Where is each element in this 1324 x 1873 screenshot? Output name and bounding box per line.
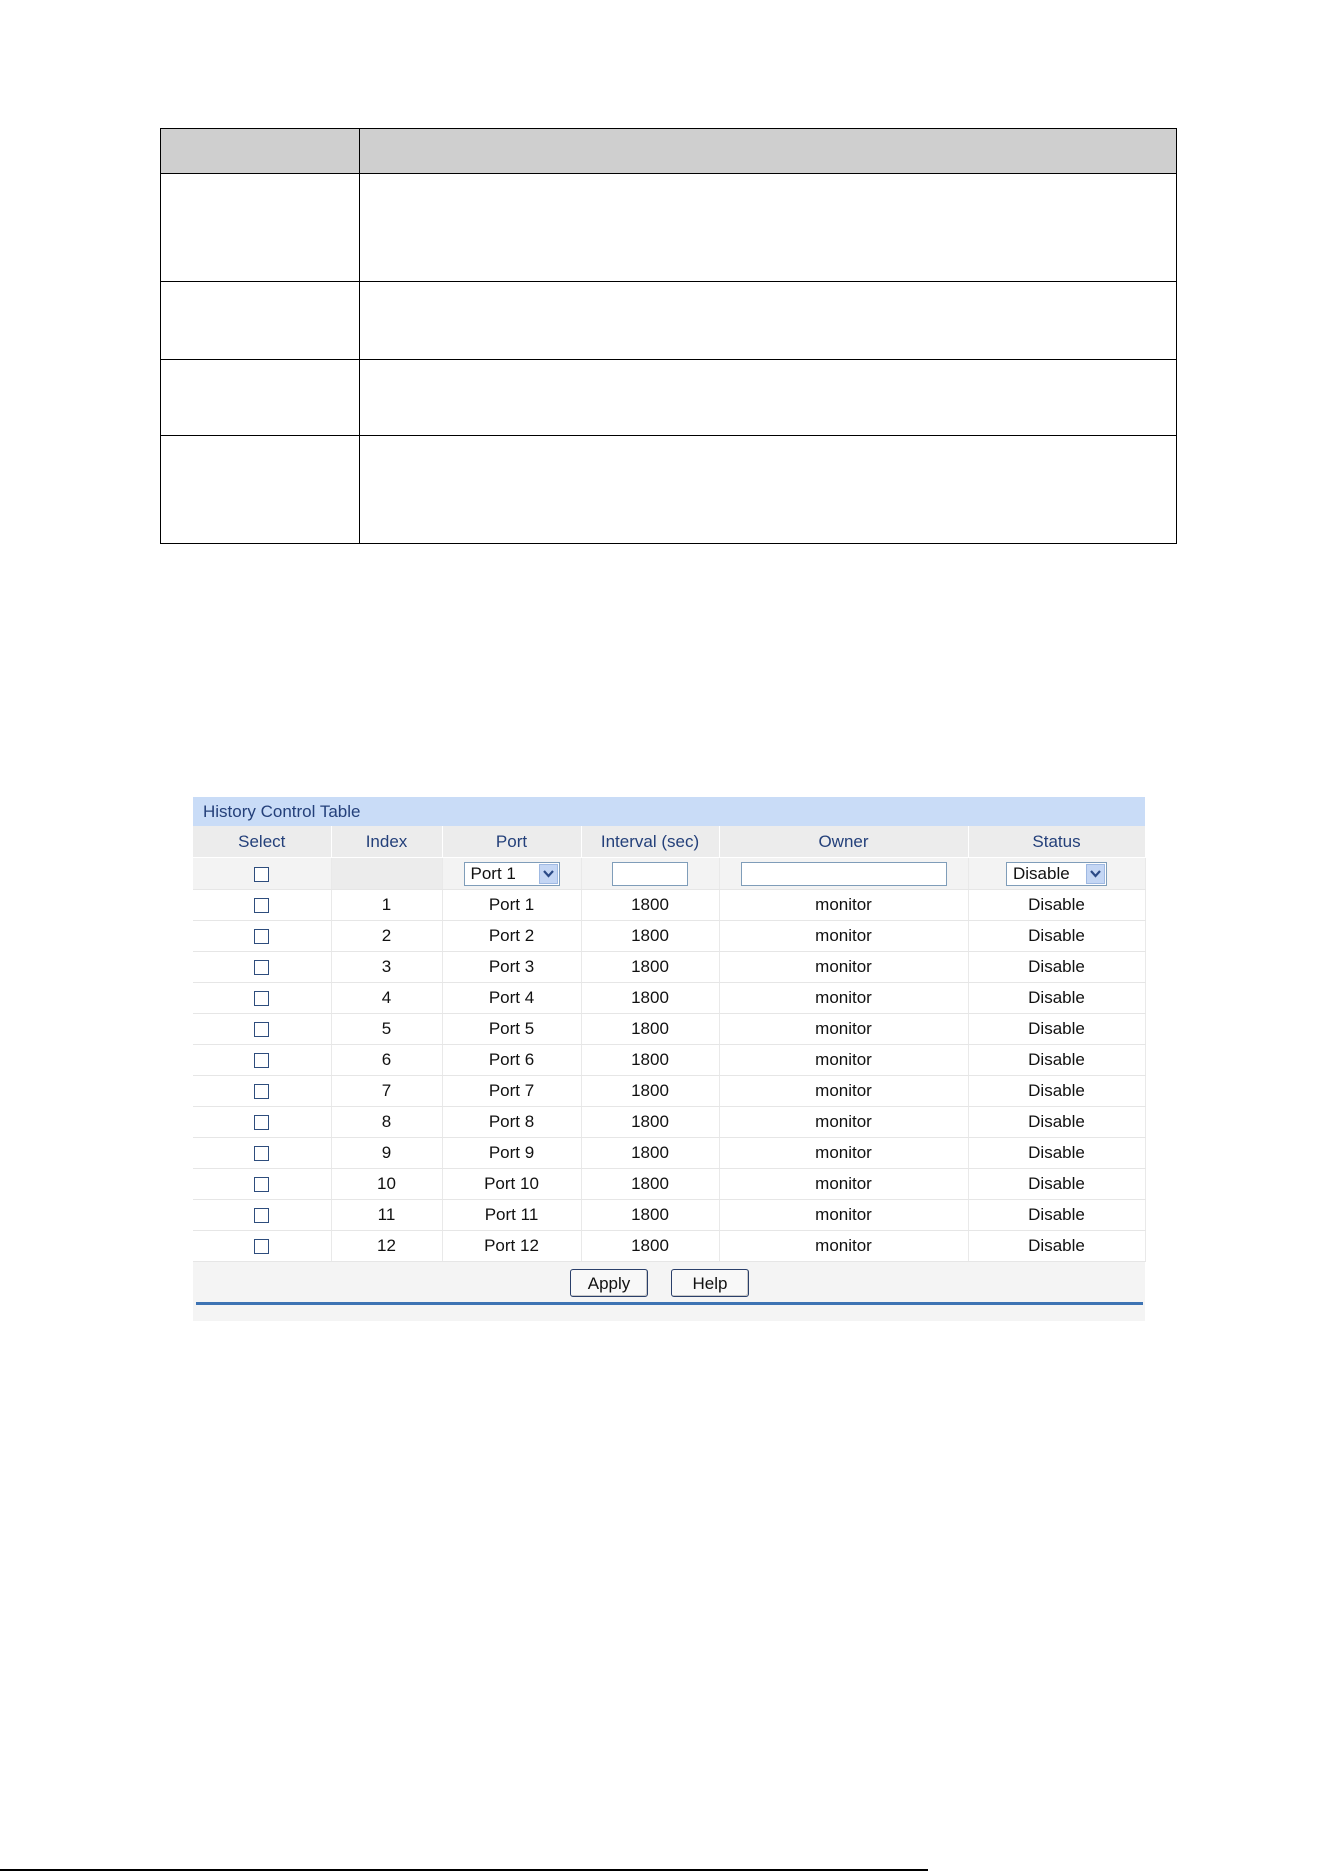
panel-title: History Control Table — [193, 797, 1145, 826]
row-owner: monitor — [719, 1014, 968, 1045]
row-select-checkbox[interactable] — [254, 1084, 269, 1099]
row-select-checkbox[interactable] — [254, 1115, 269, 1130]
row-status: Disable — [968, 983, 1145, 1014]
row-interval: 1800 — [581, 1231, 719, 1262]
help-button[interactable]: Help — [671, 1269, 749, 1297]
column-header-index: Index — [331, 826, 442, 858]
row-status: Disable — [968, 1200, 1145, 1231]
row-index: 4 — [331, 983, 442, 1014]
status-select[interactable] — [1006, 862, 1107, 886]
row-status: Disable — [968, 1231, 1145, 1262]
row-select-cell — [193, 952, 331, 983]
row-select-cell — [193, 1045, 331, 1076]
description-cell — [161, 436, 360, 544]
row-interval: 1800 — [581, 1138, 719, 1169]
status-select-value: Disable — [1013, 863, 1070, 883]
history-control-table — [193, 826, 1146, 1262]
row-port: Port 2 — [442, 921, 581, 952]
description-cell — [360, 436, 1177, 544]
description-table — [160, 128, 1177, 544]
row-select-checkbox[interactable] — [254, 1208, 269, 1223]
row-select-cell — [193, 983, 331, 1014]
row-select-checkbox[interactable] — [254, 1146, 269, 1161]
row-owner: monitor — [719, 1045, 968, 1076]
description-header-cell — [360, 129, 1177, 174]
table-row — [193, 1169, 1145, 1200]
description-cell — [360, 281, 1177, 359]
description-table-row — [161, 281, 1177, 359]
row-owner: monitor — [719, 1231, 968, 1262]
row-port: Port 9 — [442, 1138, 581, 1169]
chevron-down-icon[interactable] — [1086, 864, 1105, 884]
row-port: Port 7 — [442, 1076, 581, 1107]
row-owner: monitor — [719, 890, 968, 921]
row-port: Port 10 — [442, 1169, 581, 1200]
row-owner: monitor — [719, 952, 968, 983]
edit-row — [193, 858, 1145, 890]
row-interval: 1800 — [581, 1045, 719, 1076]
row-interval: 1800 — [581, 1169, 719, 1200]
row-interval: 1800 — [581, 1200, 719, 1231]
row-select-cell — [193, 1231, 331, 1262]
table-row — [193, 1107, 1145, 1138]
description-header-cell — [161, 129, 360, 174]
row-select-checkbox[interactable] — [254, 1177, 269, 1192]
row-owner: monitor — [719, 983, 968, 1014]
row-select-checkbox[interactable] — [254, 1053, 269, 1068]
description-table-header-row — [161, 129, 1177, 174]
edit-status-cell — [968, 858, 1145, 890]
row-owner: monitor — [719, 1107, 968, 1138]
row-interval: 1800 — [581, 952, 719, 983]
table-row — [193, 1045, 1145, 1076]
description-cell — [360, 174, 1177, 282]
description-table-row — [161, 360, 1177, 436]
chevron-down-icon[interactable] — [539, 864, 558, 884]
table-row — [193, 1014, 1145, 1045]
table-header-row — [193, 826, 1145, 858]
row-select-cell — [193, 1169, 331, 1200]
edit-index-cell — [331, 858, 442, 890]
column-header-interval: Interval (sec) — [581, 826, 719, 858]
row-interval: 1800 — [581, 1014, 719, 1045]
select-all-cell — [193, 858, 331, 890]
row-status: Disable — [968, 921, 1145, 952]
row-index: 5 — [331, 1014, 442, 1045]
row-status: Disable — [968, 1045, 1145, 1076]
description-table-row — [161, 436, 1177, 544]
table-row — [193, 983, 1145, 1014]
column-header-port: Port — [442, 826, 581, 858]
row-index: 6 — [331, 1045, 442, 1076]
row-owner: monitor — [719, 1169, 968, 1200]
button-row — [193, 1262, 1145, 1321]
row-select-checkbox[interactable] — [254, 1239, 269, 1254]
row-port: Port 11 — [442, 1200, 581, 1231]
row-select-cell — [193, 1107, 331, 1138]
row-status: Disable — [968, 1138, 1145, 1169]
row-port: Port 8 — [442, 1107, 581, 1138]
row-interval: 1800 — [581, 921, 719, 952]
row-index: 12 — [331, 1231, 442, 1262]
row-owner: monitor — [719, 1200, 968, 1231]
row-select-cell — [193, 1014, 331, 1045]
row-status: Disable — [968, 890, 1145, 921]
edit-owner-cell — [719, 858, 968, 890]
row-interval: 1800 — [581, 890, 719, 921]
row-owner: monitor — [719, 921, 968, 952]
description-cell — [161, 174, 360, 282]
column-header-status: Status — [968, 826, 1145, 858]
row-select-cell — [193, 890, 331, 921]
row-status: Disable — [968, 1107, 1145, 1138]
row-port: Port 3 — [442, 952, 581, 983]
table-row — [193, 921, 1145, 952]
edit-port-cell — [442, 858, 581, 890]
port-select[interactable] — [464, 862, 560, 886]
row-index: 10 — [331, 1169, 442, 1200]
page-footer-rule — [0, 1869, 928, 1871]
row-index: 2 — [331, 921, 442, 952]
row-select-cell — [193, 1200, 331, 1231]
port-select-value: Port 1 — [470, 863, 516, 883]
select-all-checkbox[interactable] — [254, 867, 269, 882]
column-header-select: Select — [193, 826, 331, 858]
table-row — [193, 1076, 1145, 1107]
row-select-cell — [193, 1138, 331, 1169]
description-cell — [360, 360, 1177, 436]
row-port: Port 6 — [442, 1045, 581, 1076]
row-owner: monitor — [719, 1138, 968, 1169]
description-cell — [161, 281, 360, 359]
row-port: Port 12 — [442, 1231, 581, 1262]
row-port: Port 1 — [442, 890, 581, 921]
row-select-cell — [193, 1076, 331, 1107]
interval-input[interactable] — [612, 862, 688, 886]
table-row — [193, 1138, 1145, 1169]
row-select-checkbox[interactable] — [254, 991, 269, 1006]
owner-input[interactable] — [741, 862, 947, 886]
row-index: 11 — [331, 1200, 442, 1231]
row-select-checkbox[interactable] — [254, 1022, 269, 1037]
row-index: 7 — [331, 1076, 442, 1107]
row-index: 9 — [331, 1138, 442, 1169]
row-status: Disable — [968, 1169, 1145, 1200]
row-status: Disable — [968, 1014, 1145, 1045]
row-select-checkbox[interactable] — [254, 960, 269, 975]
row-select-cell — [193, 921, 331, 952]
row-index: 1 — [331, 890, 442, 921]
row-owner: monitor — [719, 1076, 968, 1107]
row-index: 8 — [331, 1107, 442, 1138]
column-header-owner: Owner — [719, 826, 968, 858]
description-cell — [161, 360, 360, 436]
panel-bottom-rule — [196, 1302, 1143, 1305]
table-row — [193, 890, 1145, 921]
history-control-panel — [193, 797, 1145, 1321]
description-table-row — [161, 174, 1177, 282]
row-port: Port 4 — [442, 983, 581, 1014]
row-interval: 1800 — [581, 1107, 719, 1138]
table-row — [193, 952, 1145, 983]
row-status: Disable — [968, 1076, 1145, 1107]
row-select-checkbox[interactable] — [254, 929, 269, 944]
table-row — [193, 1231, 1145, 1262]
row-port: Port 5 — [442, 1014, 581, 1045]
edit-interval-cell — [581, 858, 719, 890]
row-interval: 1800 — [581, 1076, 719, 1107]
row-status: Disable — [968, 952, 1145, 983]
row-select-checkbox[interactable] — [254, 898, 269, 913]
row-interval: 1800 — [581, 983, 719, 1014]
apply-button[interactable]: Apply — [570, 1269, 648, 1297]
row-index: 3 — [331, 952, 442, 983]
table-row — [193, 1200, 1145, 1231]
